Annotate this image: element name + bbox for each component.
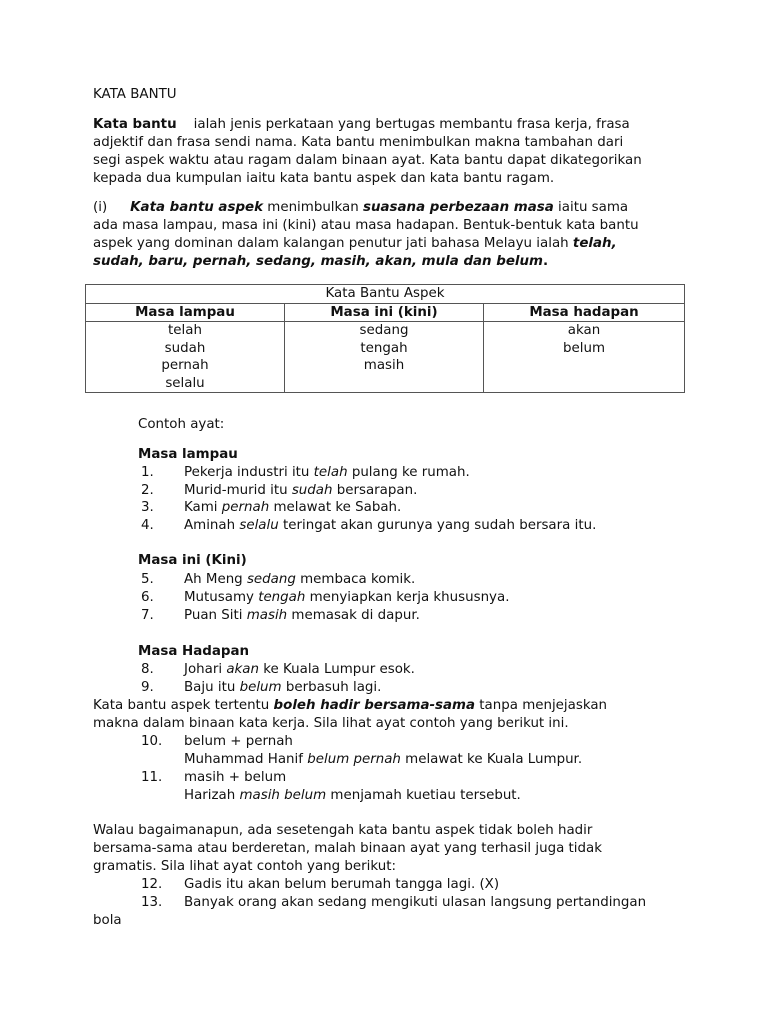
- table-word: selalu: [165, 375, 205, 391]
- example-text: Gadis itu akan belum berumah tangga lagi. (X): [184, 877, 500, 892]
- example-number: 3.: [141, 500, 154, 515]
- boleh-line1: [93, 697, 607, 715]
- example-aspect-word: sedang: [246, 572, 296, 587]
- example-pre: Murid-murid itu: [184, 483, 292, 498]
- example-post: memasak di dapur.: [287, 608, 420, 623]
- intro-line3: segi aspek waktu atau ragam dalam binaan ayat. Kata bantu dapat dikategorikan: [93, 153, 642, 168]
- example-text: [184, 679, 381, 697]
- table-word: sudah: [164, 340, 206, 356]
- intro-line4: kepada dua kumpulan iaitu kata bantu aspek dan kata bantu ragam.: [93, 171, 555, 186]
- column-header-kini: Masa ini (kini): [285, 303, 484, 322]
- table-word: tengah: [360, 340, 408, 356]
- section-line3: aspek yang dominan dalam kalangan penutur jati bahasa Melayu ialah: [93, 236, 569, 251]
- example-number: 7.: [141, 608, 154, 623]
- table-word: sedang: [359, 323, 409, 338]
- contoh-label: Contoh ayat:: [138, 417, 225, 432]
- column-header-lampau: Masa lampau: [86, 303, 285, 322]
- example-aspect-word: belum: [239, 680, 282, 695]
- example-pre: Pekerja industri itu: [184, 465, 314, 480]
- example-pre: Johari: [184, 662, 227, 677]
- combo-formula: belum + pernah: [184, 734, 293, 749]
- example-number: 5.: [141, 572, 154, 587]
- example-aspect-word: akan: [226, 662, 259, 677]
- example-post: pulang ke rumah.: [347, 465, 470, 480]
- example-text: [184, 589, 509, 607]
- example-number: 9.: [141, 680, 154, 695]
- example-text: [184, 482, 417, 500]
- boleh-bold: boleh hadir bersama-sama: [273, 698, 476, 713]
- section-line4-bold: sudah, baru, pernah, sedang, masih, akan, mula dan belum: [93, 254, 543, 269]
- intro-line1: ialah jenis perkataan yang bertugas membantu frasa kerja, frasa: [193, 117, 630, 132]
- intro-paragraph: [93, 116, 676, 188]
- example-post: melawat ke Sabah.: [269, 500, 402, 515]
- example-post: membaca komik.: [295, 572, 416, 587]
- example-post: menjamah kuetiau tersebut.: [326, 788, 521, 803]
- boleh-pre: Kata bantu aspek tertentu: [93, 698, 274, 713]
- example-number: 12.: [141, 877, 163, 892]
- combo-formula: masih + belum: [184, 770, 287, 785]
- section-i-paragraph: [93, 199, 676, 271]
- example-pre: Mutusamy: [184, 590, 259, 605]
- section-line3-bold: telah,: [572, 236, 617, 251]
- example-aspect-word: pernah: [221, 500, 270, 515]
- example-number: 8.: [141, 662, 154, 677]
- section-marker: (i): [93, 200, 108, 215]
- example-post: berbasuh lagi.: [281, 680, 382, 695]
- example-number: 4.: [141, 518, 154, 533]
- table-word: pernah: [161, 358, 209, 373]
- example-number: 10.: [141, 734, 163, 749]
- example-number: 6.: [141, 590, 154, 605]
- section-line4-end: .: [543, 254, 549, 269]
- example-number: 11.: [141, 770, 163, 785]
- table-word: akan: [567, 323, 601, 338]
- example-post: teringat akan gurunya yang sudah bersara itu.: [278, 518, 597, 533]
- document-title: KATA BANTU: [93, 87, 177, 102]
- example-text: [184, 499, 401, 517]
- example-text: [184, 661, 415, 679]
- table-word: belum: [563, 340, 605, 356]
- group-heading-hadapan: Masa Hadapan: [138, 644, 250, 659]
- example-pre: Puan Siti: [184, 608, 247, 623]
- example-aspect-word: masih: [246, 608, 288, 623]
- example-pre: Ah Meng: [184, 572, 247, 587]
- example-text: [184, 787, 521, 805]
- table-word: masih: [363, 358, 405, 373]
- example-text: [184, 751, 582, 769]
- group-heading-lampau: Masa lampau: [138, 447, 238, 462]
- example-aspect-word: belum pernah: [307, 752, 401, 767]
- walau-line1: Walau bagaimanapun, ada sesetengah kata bantu aspek tidak boleh hadir: [93, 823, 593, 838]
- example-pre: Baju itu: [184, 680, 240, 695]
- section-term: Kata bantu aspek: [130, 200, 264, 215]
- cell-kini: [285, 322, 484, 393]
- section-text-1: menimbulkan: [267, 200, 359, 215]
- example-number: 1.: [141, 465, 154, 480]
- example-post: bersarapan.: [332, 483, 418, 498]
- bad-tail: bola: [93, 913, 122, 928]
- example-post: menyiapkan kerja khususnya.: [305, 590, 510, 605]
- example-pre: Muhammad Hanif: [184, 752, 308, 767]
- column-header-hadapan: Masa hadapan: [484, 303, 685, 322]
- example-text: [184, 464, 470, 482]
- example-aspect-word: selalu: [239, 518, 279, 533]
- example-pre: Aminah: [184, 518, 240, 533]
- example-aspect-word: sudah: [291, 483, 333, 498]
- boleh-post: tanpa menjejaskan: [475, 698, 608, 713]
- example-pre: Harizah: [184, 788, 240, 803]
- walau-line2: bersama-sama atau berderetan, malah binaan ayat yang terhasil juga tidak: [93, 841, 602, 856]
- section-line2: ada masa lampau, masa ini (kini) atau masa hadapan. Bentuk-bentuk kata bantu: [93, 218, 639, 233]
- cell-hadapan: [484, 322, 685, 393]
- example-aspect-word: masih belum: [239, 788, 327, 803]
- section-term-2: suasana perbezaan masa: [363, 200, 554, 215]
- example-number: 13.: [141, 895, 163, 910]
- intro-line2: adjektif dan frasa sendi nama. Kata bantu menimbulkan makna tambahan dari: [93, 135, 624, 150]
- example-text: [184, 517, 596, 535]
- example-text: [184, 571, 415, 589]
- example-aspect-word: telah: [313, 465, 348, 480]
- boleh-line2: makna dalam binaan kata kerja. Sila lihat ayat contoh yang berikut ini.: [93, 716, 569, 731]
- walau-line3: gramatis. Sila lihat ayat contoh yang berikut:: [93, 859, 396, 874]
- table-caption: Kata Bantu Aspek: [86, 285, 685, 304]
- group-heading-kini: Masa ini (Kini): [138, 553, 247, 568]
- example-number: 2.: [141, 483, 154, 498]
- table-word: telah: [168, 323, 202, 338]
- example-text: [184, 607, 420, 625]
- section-text-2: iaitu sama: [558, 200, 629, 215]
- example-post: ke Kuala Lumpur esok.: [258, 662, 415, 677]
- example-post: melawat ke Kuala Lumpur.: [400, 752, 583, 767]
- example-text: Banyak orang akan sedang mengikuti ulasan langsung pertandingan: [184, 895, 647, 910]
- kata-bantu-aspek-table: [85, 284, 685, 393]
- intro-term: Kata bantu: [93, 117, 177, 132]
- cell-lampau: [86, 322, 285, 393]
- example-pre: Kami: [184, 500, 222, 515]
- example-aspect-word: tengah: [258, 590, 306, 605]
